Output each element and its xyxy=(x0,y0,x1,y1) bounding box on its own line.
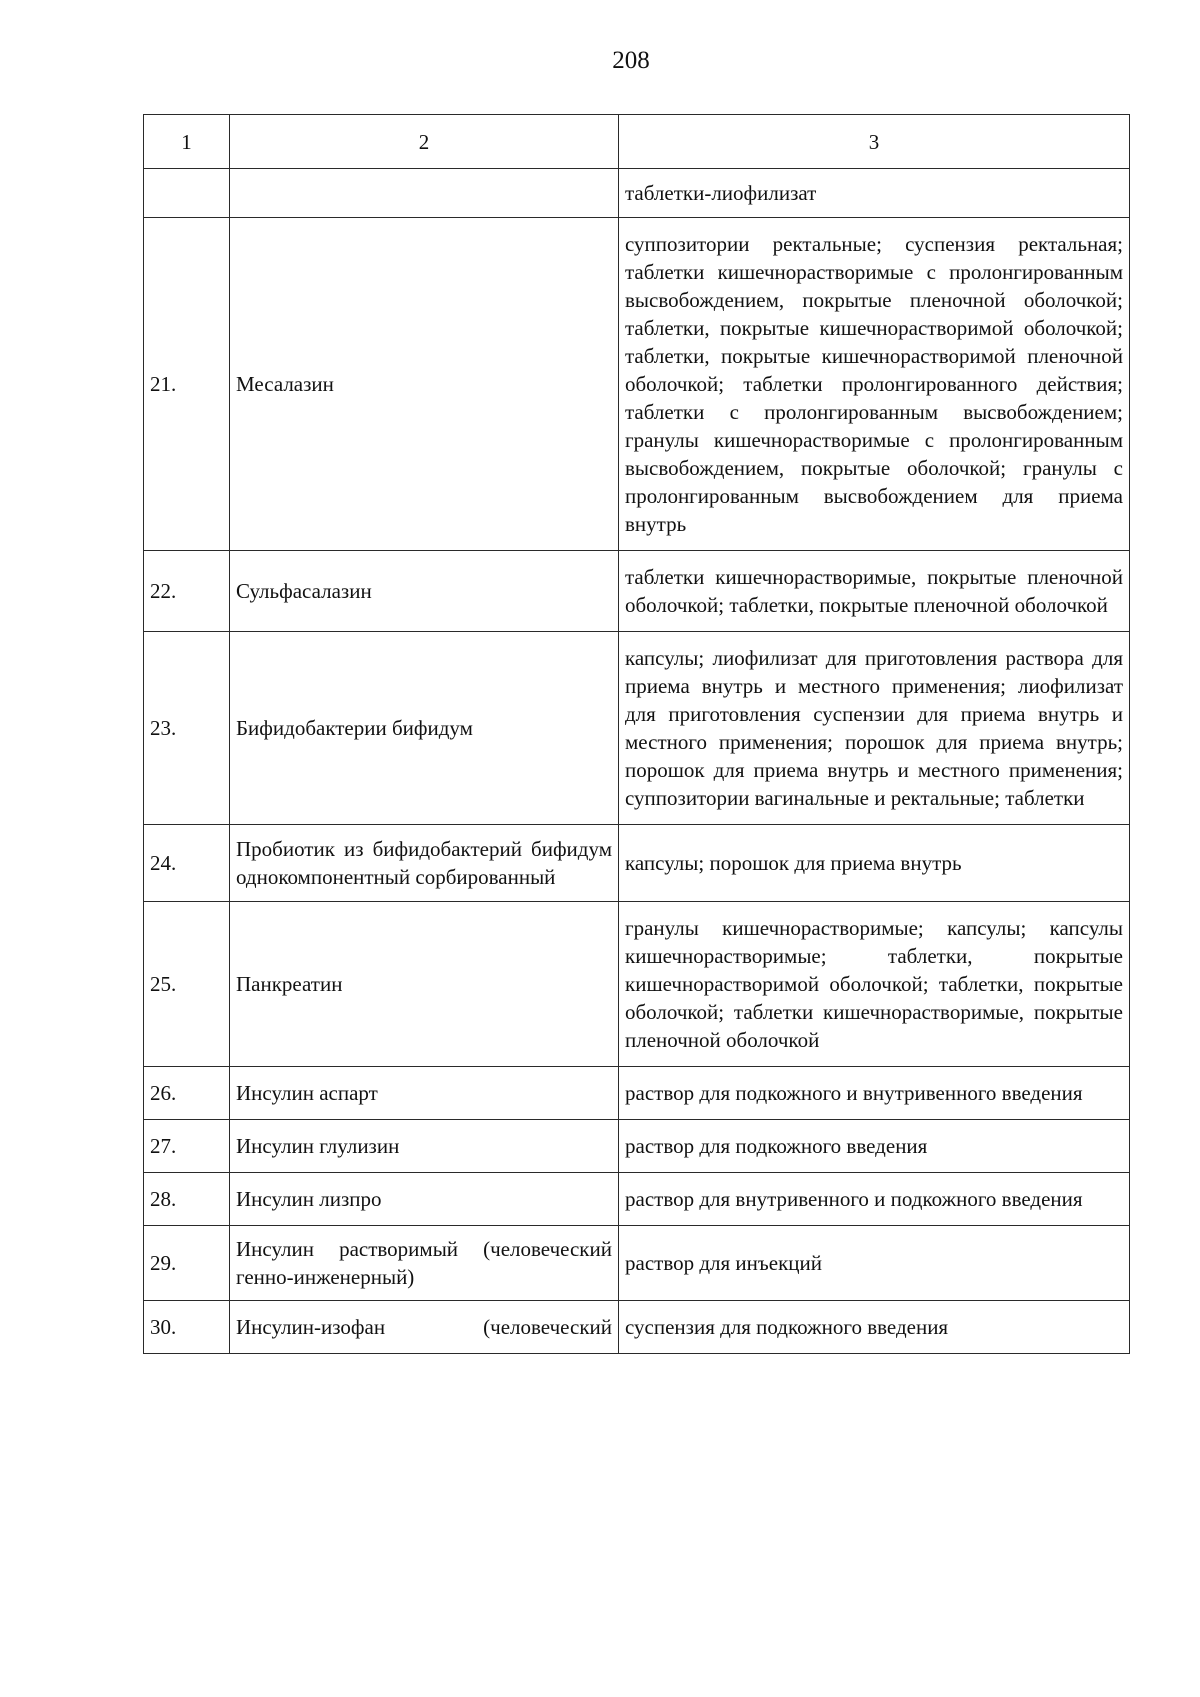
drug-name: Пробиотик из бифидобактерий бифидум однокомпонентный сорбированный xyxy=(230,825,619,902)
row-number: 23. xyxy=(144,632,230,825)
row-number: 30. xyxy=(144,1301,230,1354)
table-header-row xyxy=(144,115,1130,169)
table-row xyxy=(144,551,1130,632)
drug-name: Месалазин xyxy=(230,218,619,551)
drug-name: Инсулин лизпро xyxy=(230,1173,619,1226)
drug-name: Панкреатин xyxy=(230,902,619,1067)
dosage-forms: капсулы; лиофилизат для приготовления раствора для приема внутрь и местного применения; лиофилизат для приготовления суспензии для приема внутрь и местного применения; порошок для приема внутрь; порошок для приема внутрь и местного применения; суппозитории вагинальные и ректальные; таблетки xyxy=(619,632,1130,825)
dosage-forms: капсулы; порошок для приема внутрь xyxy=(619,825,1130,902)
drug-name: Бифидобактерии бифидум xyxy=(230,632,619,825)
table-row xyxy=(144,1067,1130,1120)
dosage-forms: раствор для инъекций xyxy=(619,1226,1130,1301)
row-number: 25. xyxy=(144,902,230,1067)
table-row xyxy=(144,1173,1130,1226)
row-number: 21. xyxy=(144,218,230,551)
dosage-forms: таблетки-лиофилизат xyxy=(619,169,1130,218)
row-number xyxy=(144,169,230,218)
table-row xyxy=(144,218,1130,551)
dosage-forms: раствор для подкожного введения xyxy=(619,1120,1130,1173)
row-number: 22. xyxy=(144,551,230,632)
drug-name: Инсулин-изофан (человеческий xyxy=(230,1301,619,1354)
row-number: 24. xyxy=(144,825,230,902)
drug-name: Сульфасалазин xyxy=(230,551,619,632)
drug-name: Инсулин растворимый (человеческий генно-инженерный) xyxy=(230,1226,619,1301)
table-row xyxy=(144,632,1130,825)
dosage-forms: таблетки кишечнорастворимые, покрытые пленочной оболочкой; таблетки, покрытые пленочной оболочкой xyxy=(619,551,1130,632)
dosage-forms: гранулы кишечнорастворимые; капсулы; капсулы кишечнорастворимые; таблетки, покрытые кишечнорастворимой оболочкой; таблетки, покрытые оболочкой; таблетки кишечнорастворимые, покрытые пленочной оболочкой xyxy=(619,902,1130,1067)
dosage-forms: суппозитории ректальные; суспензия ректальная; таблетки кишечнорастворимые с пролонгированным высвобождением, покрытые пленочной оболочкой; таблетки, покрытые кишечнорастворимой оболочкой; таблетки, покрытые кишечнорастворимой пленочной оболочкой; таблетки пролонгированного действия; таблетки с пролонгированным высвобождением; гранулы кишечнорастворимые с пролонгированным высвобождением, покрытые оболочкой; гранулы с пролонгированным высвобождением для приема внутрь xyxy=(619,218,1130,551)
column-header-3: 3 xyxy=(619,115,1130,169)
table-row xyxy=(144,902,1130,1067)
drug-name: Инсулин аспарт xyxy=(230,1067,619,1120)
column-header-1: 1 xyxy=(144,115,230,169)
drug-table xyxy=(143,114,1130,1354)
row-number: 27. xyxy=(144,1120,230,1173)
row-number: 26. xyxy=(144,1067,230,1120)
dosage-forms: раствор для подкожного и внутривенного введения xyxy=(619,1067,1130,1120)
dosage-forms: раствор для внутривенного и подкожного введения xyxy=(619,1173,1130,1226)
row-number: 29. xyxy=(144,1226,230,1301)
table-row xyxy=(144,1120,1130,1173)
page-number: 208 xyxy=(612,47,650,74)
table-row xyxy=(144,1301,1130,1354)
column-header-2: 2 xyxy=(230,115,619,169)
drug-name xyxy=(230,169,619,218)
dosage-forms: суспензия для подкожного введения xyxy=(619,1301,1130,1354)
table-row xyxy=(144,825,1130,902)
drug-name: Инсулин глулизин xyxy=(230,1120,619,1173)
row-number: 28. xyxy=(144,1173,230,1226)
table-row xyxy=(144,169,1130,218)
table-row xyxy=(144,1226,1130,1301)
